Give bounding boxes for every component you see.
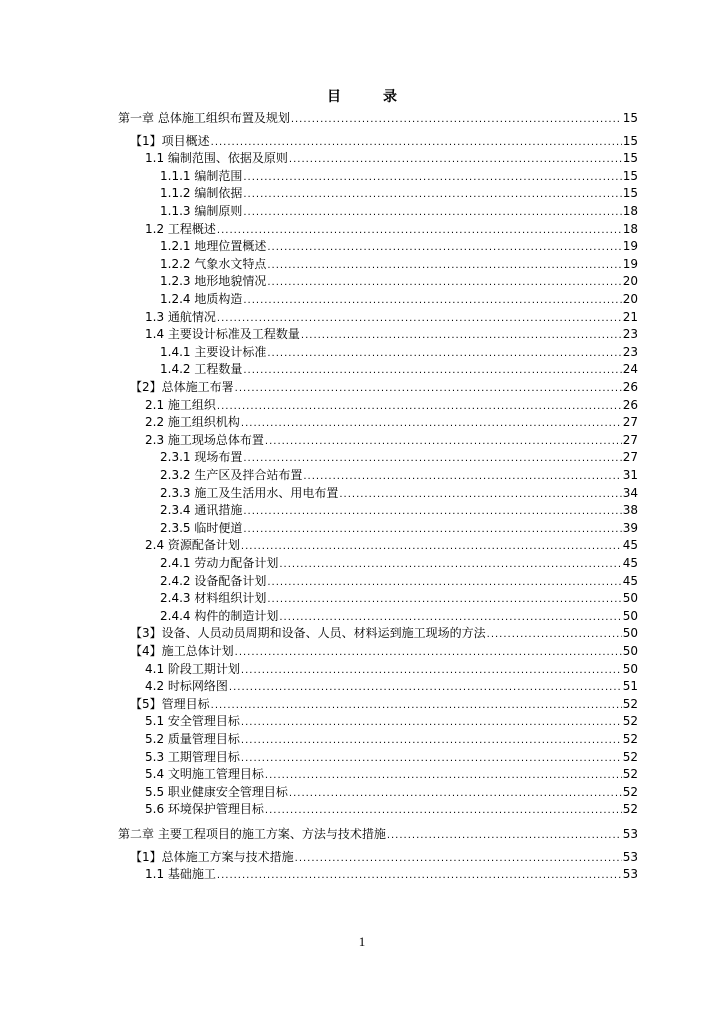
toc-entry-label: 1.1.3 编制原则 [160,204,243,218]
toc-entry-page: 51 [622,679,638,694]
toc-entry-label: 2.3 施工现场总体布置 [145,432,264,447]
toc-dot-leader [217,868,622,884]
toc-entry[interactable] [160,344,638,362]
toc-entry[interactable] [145,731,638,749]
toc-entry-page: 52 [622,749,638,764]
toc-dot-leader [229,680,622,696]
toc-entry-page: 38 [622,503,638,518]
toc-entry[interactable] [145,150,638,168]
toc-dot-leader [303,469,621,485]
toc-entry-page: 52 [622,767,638,782]
toc-dot-leader [243,205,621,221]
toc-entry-page: 50 [622,626,638,641]
toc-dot-leader [279,610,621,626]
toc-dot-leader [243,522,621,538]
toc-entry-page: 21 [622,309,638,324]
toc-entry[interactable] [160,168,638,186]
toc-entry[interactable] [130,133,638,151]
toc-entry-page: 23 [622,344,638,359]
toc-dot-leader [289,152,622,168]
toc-entry[interactable] [145,784,638,802]
toc-entry[interactable] [160,608,638,626]
toc-entry-label: 1.1.2 编制依据 [160,186,243,201]
toc-dot-leader [243,293,621,309]
toc-entry[interactable] [130,625,638,643]
toc-dot-leader [295,851,622,867]
toc-entry-label: 2.2 施工组织机构 [145,415,240,430]
toc-dot-leader [243,363,621,379]
toc-entry-page: 50 [622,661,638,676]
toc-entry[interactable] [130,849,638,867]
toc-entry-page: 39 [622,520,638,535]
toc-dot-leader [265,434,622,450]
toc-entry[interactable] [160,573,638,591]
toc-dot-leader [211,135,622,151]
toc-dot-leader [267,575,621,591]
toc-entry-label: 2.4.2 设备配备计划 [160,573,267,588]
toc-entry-label: 5.1 安全管理目标 [145,714,240,729]
page-number: 1 [358,934,366,949]
toc-entry[interactable] [118,110,638,128]
toc-entry-label: 4.1 阶段工期计划 [145,661,240,676]
toc-entry-label: 5.4 文明施工管理目标 [145,767,264,782]
toc-dot-leader [241,751,622,767]
toc-entry-page: 19 [622,239,638,254]
toc-entry-label: 2.4.4 构件的制造计划 [160,608,279,623]
toc-entry-page: 20 [622,292,638,306]
toc-entry[interactable] [145,661,638,679]
toc-entry[interactable] [145,397,638,415]
toc-dot-leader [289,786,622,802]
toc-entry[interactable] [160,502,638,520]
toc-entry-label: 1.2.4 地质构造 [160,292,243,306]
toc-entry-page: 18 [622,204,638,218]
toc-entry-label: 5.5 职业健康安全管理目标 [145,784,288,799]
toc-entry[interactable] [160,203,638,221]
toc-entry-label: 2.4 资源配备计划 [145,538,240,553]
toc-dot-leader [241,416,622,432]
toc-entry-page: 26 [622,397,638,412]
toc-entry-label: 【2】总体施工布署 [130,380,234,394]
toc-entry-page: 50 [622,644,638,658]
toc-dot-leader [487,627,622,643]
toc-entry-label: 1.4.2 工程数量 [160,362,243,377]
toc-entry[interactable] [118,826,638,844]
toc-entry[interactable] [145,713,638,731]
toc-entry-page: 50 [622,591,638,606]
toc-entry-label: 1.1.1 编制范围 [160,168,243,183]
toc-entry-label: 【1】总体施工方案与技术措施 [130,849,294,864]
toc-entry-page: 52 [622,714,638,729]
toc-entry[interactable] [160,520,638,538]
toc-entry-label: 1.1 基础施工 [145,867,216,882]
toc-entry-label: 1.2 工程概述 [145,221,216,236]
toc-entry[interactable] [130,696,638,714]
toc-entry-page: 18 [622,221,638,236]
toc-entry[interactable] [145,678,638,696]
toc-entry[interactable] [145,766,638,784]
toc-entry-page: 20 [622,274,638,289]
toc-entry-page: 52 [622,732,638,746]
toc-entry[interactable] [145,866,638,884]
toc-entry[interactable] [145,432,638,450]
toc-dot-leader [279,557,621,573]
toc-dot-leader [301,328,622,344]
toc-dot-leader [267,346,621,362]
toc-entry[interactable] [145,749,638,767]
toc-entry-label: 1.2.1 地理位置概述 [160,239,267,254]
toc-dot-leader [267,275,621,291]
toc-entry[interactable] [145,326,638,344]
toc-entry-label: 第一章 总体施工组织布置及规划 [118,111,290,125]
toc-dot-leader [241,539,622,555]
toc-entry[interactable] [160,361,638,379]
toc-entry-page: 52 [622,696,638,711]
toc-entry-page: 31 [622,468,638,482]
toc-dot-leader [243,187,621,203]
toc-entry-page: 52 [622,784,638,799]
toc-entry[interactable] [160,485,638,503]
toc-entry-page: 27 [622,432,638,447]
toc-entry-label: 5.3 工期管理目标 [145,749,240,764]
toc-entry-page: 15 [622,151,638,166]
toc-dot-leader [243,504,621,520]
toc-entry-label: 2.4.3 材料组织计划 [160,591,267,606]
toc-entry[interactable] [160,590,638,608]
toc-entry-label: 第二章 主要工程项目的施工方案、方法与技术措施 [118,827,386,841]
toc-entry-page: 27 [622,450,638,465]
toc-dot-leader [243,170,621,186]
toc-dot-leader [265,803,622,819]
toc-dot-leader [217,399,622,415]
toc-entry-page: 15 [622,133,638,148]
toc-entry-label: 5.2 质量管理目标 [145,732,240,746]
toc-entry-page: 23 [622,327,638,342]
toc-entry[interactable] [160,273,638,291]
toc-entry-label: 2.3.2 生产区及拌合站布置 [160,468,303,482]
toc-dot-leader [243,451,621,467]
toc-dot-leader [241,733,622,749]
toc-dot-leader [235,645,622,661]
toc-entry[interactable] [145,414,638,432]
toc-entry-label: 2.1 施工组织 [145,397,216,412]
toc-entry-page: 53 [622,827,638,841]
toc-entry[interactable] [160,467,638,485]
toc-dot-leader [235,381,622,397]
toc-dot-leader [241,663,622,679]
toc-entry[interactable] [160,555,638,573]
toc-entry-page: 15 [622,186,638,201]
toc-dot-leader [339,487,621,503]
toc-entry-page: 52 [622,802,638,817]
toc-entry-page: 45 [622,573,638,588]
toc-entry-page: 26 [622,380,638,394]
toc-entry-page: 15 [622,111,638,125]
toc-entry[interactable] [145,537,638,555]
toc-entry[interactable] [130,643,638,661]
toc-entry-page: 50 [622,608,638,623]
toc-entry[interactable] [160,256,638,274]
page-title: 目 录 [327,89,411,105]
toc-entry[interactable] [160,238,638,256]
toc-entry-page: 19 [622,256,638,271]
toc-entry[interactable] [160,449,638,467]
toc-dot-leader [241,715,622,731]
toc-entry-label: 1.1 编制范围、依据及原则 [145,151,288,166]
toc-entry-label: 【3】设备、人员动员周期和设备、人员、材料运到施工现场的方法 [130,626,486,641]
toc-entry-page: 27 [622,415,638,430]
toc-dot-leader [217,223,622,239]
toc-dot-leader [265,768,622,784]
toc-dot-leader [387,828,622,844]
toc-dot-leader [291,112,622,128]
toc-entry-label: 【4】施工总体计划 [130,644,234,658]
toc-entry-page: 45 [622,556,638,570]
toc-entry[interactable] [145,801,638,819]
toc-entry-label: 2.4.1 劳动力配备计划 [160,556,279,570]
toc-entry-page: 24 [622,362,638,377]
toc-entry-page: 15 [622,168,638,183]
toc-entry-label: 1.2.2 气象水文特点 [160,256,267,271]
toc-entry[interactable] [145,221,638,239]
toc-entry-label: 1.4 主要设计标准及工程数量 [145,327,300,342]
toc-entry-label: 1.3 通航情况 [145,309,216,324]
toc-entry-label: 2.3.1 现场布置 [160,450,243,465]
toc-entry-label: 【5】管理目标 [130,696,210,711]
toc-entry-label: 【1】项目概述 [130,133,210,148]
toc-dot-leader [267,240,621,256]
toc-entry-label: 1.4.1 主要设计标准 [160,344,267,359]
toc-entry[interactable] [160,185,638,203]
toc-entry-page: 53 [622,849,638,864]
toc-entry-label: 2.3.4 通讯措施 [160,503,243,518]
toc-entry-label: 5.6 环境保护管理目标 [145,802,264,817]
toc-entry[interactable] [130,379,638,397]
toc-entry-label: 1.2.3 地形地貌情况 [160,274,267,289]
toc-entry-label: 4.2 时标网络图 [145,679,228,694]
toc-entry-label: 2.3.3 施工及生活用水、用电布置 [160,485,339,500]
toc-dot-leader [211,698,622,714]
toc-dot-leader [267,258,621,274]
toc-entry-page: 45 [622,538,638,553]
toc-entry[interactable] [145,309,638,327]
toc-dot-leader [267,592,621,608]
toc-entry-page: 53 [622,867,638,882]
toc-entry-label: 2.3.5 临时便道 [160,520,243,535]
toc-dot-leader [217,311,622,327]
toc-entry-page: 34 [622,485,638,500]
toc-entry[interactable] [160,291,638,309]
